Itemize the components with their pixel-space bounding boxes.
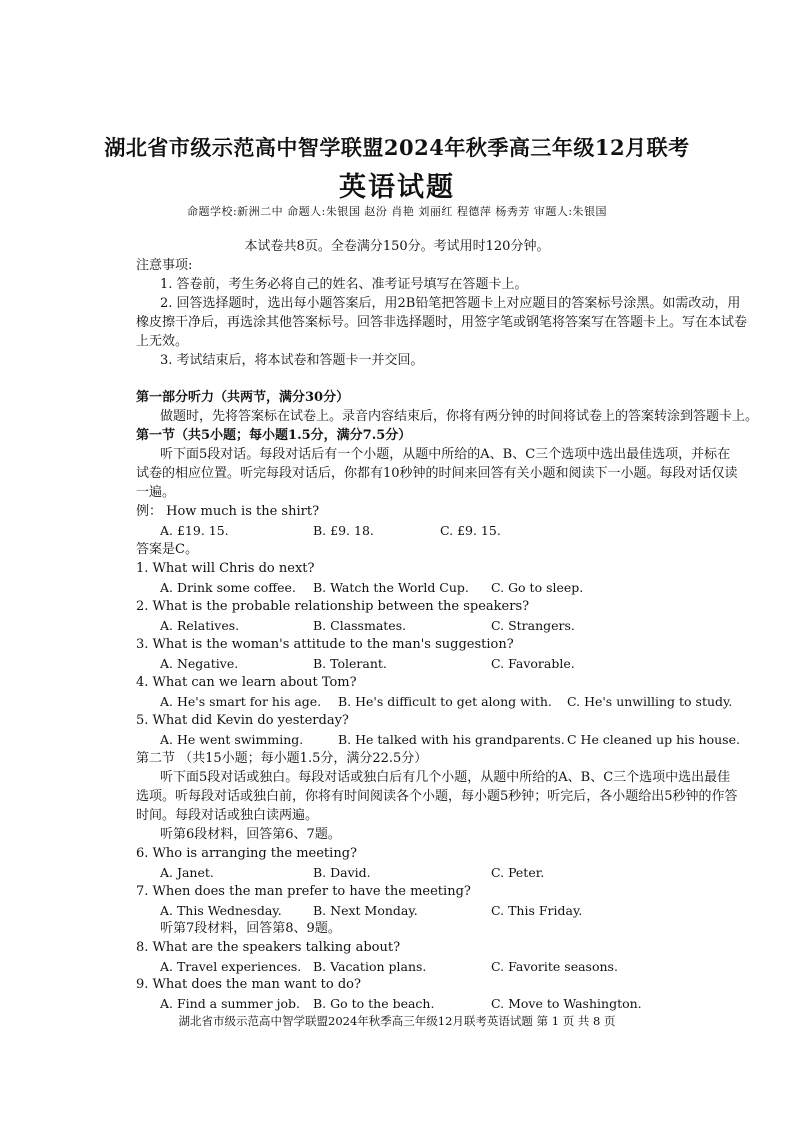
question-text: 9. What does the man want to do? xyxy=(136,977,361,992)
question-text: 7. When does the man prefer to have the meeting? xyxy=(136,884,471,899)
listening-prompt: 听第6段材料，回答第6、7题。 xyxy=(160,827,341,842)
listening-prompt: 听第7段材料，回答第8、9题。 xyxy=(160,921,341,936)
question-text: 3. What is the woman's attitude to the man's suggestion? xyxy=(136,637,514,652)
option-a: A. Drink some coffee. xyxy=(160,580,296,595)
option-a: A. He went swimming. xyxy=(160,732,304,747)
option-c: C. He's unwilling to study. xyxy=(567,694,733,709)
option-c: C. Favorite seasons. xyxy=(491,959,618,974)
section1-heading: 第一节（共5小题；每小题1.5分，满分7.5分） xyxy=(136,428,412,443)
option-b: B. He talked with his grandparents. xyxy=(338,732,565,747)
option-b: B. David. xyxy=(313,865,371,880)
question-text: 4. What can we learn about Tom? xyxy=(136,675,357,690)
option-b: B. Watch the World Cup. xyxy=(313,580,469,595)
part1-intro: 做题时，先将答案标在试卷上。录音内容结束后，你将有两分钟的时间将试卷上的答案转涂到答题卡上。 xyxy=(160,409,759,424)
option-a: A. This Wednesday. xyxy=(160,903,282,918)
notice-line: 橡皮擦干净后，再选涂其他答案标号。回答非选择题时，用签字笔或钢笔将答案写在答题卡上。写在本试卷 xyxy=(136,315,748,330)
option-a: A. He's smart for his age. xyxy=(160,694,322,709)
section2-instruction: 听下面5段对话或独白。每段对话或独白后有几个小题，从题中所给的A、B、C三个选项中选出最佳 xyxy=(160,770,731,785)
section2-instruction: 选项。听每段对话或独白前，你将有时间阅读各个小题，每小题5秒钟；听完后，各小题给出5秒钟的作答 xyxy=(136,789,738,804)
example-option-b: B. £9. 18. xyxy=(313,523,374,538)
notice-line: 上无效。 xyxy=(136,334,189,349)
section1-instruction: 听下面5段对话。每段对话后有一个小题，从题中所给的A、B、C三个选项中选出最佳选项，并标在 xyxy=(160,447,731,462)
question-text: 6. Who is arranging the meeting? xyxy=(136,846,357,861)
section2-instruction: 时间。每段对话或独白读两遍。 xyxy=(136,808,319,823)
section2-heading: 第二节 （共15小题；每小题1.5分，满分22.5分） xyxy=(136,751,428,766)
question-text: 8. What are the speakers talking about? xyxy=(136,940,401,955)
example-option-c: C. £9. 15. xyxy=(440,523,501,538)
option-c: C. Go to sleep. xyxy=(491,580,584,595)
option-a: A. Travel experiences. xyxy=(160,959,302,974)
exam-summary: 本试卷共8页。全卷满分150分。考试用时120分钟。 xyxy=(244,239,550,254)
option-a: A. Janet. xyxy=(160,865,214,880)
option-c: C. Strangers. xyxy=(491,618,575,633)
option-c: C. This Friday. xyxy=(491,903,583,918)
question-text: 1. What will Chris do next? xyxy=(136,561,315,576)
option-c: C. Move to Washington. xyxy=(491,996,642,1011)
page-footer: 湖北省市级示范高中智学联盟2024年秋季高三年级12月联考英语试题 第 1 页 共 8 页 xyxy=(178,1014,616,1028)
option-b: B. Tolerant. xyxy=(313,656,387,671)
example-answer: 答案是C。 xyxy=(136,542,198,557)
option-a: A. Negative. xyxy=(160,656,239,671)
section1-instruction: 试卷的相应位置。听完每段对话后，你都有10秒钟的时间来回答有关小题和阅读下一小题。每段对话仅读 xyxy=(136,466,738,481)
notice-line: 3. 考试结束后，将本试卷和答题卡一并交回。 xyxy=(160,353,424,368)
option-c: C. Peter. xyxy=(491,865,545,880)
option-b: B. Classmates. xyxy=(313,618,407,633)
option-a: A. Relatives. xyxy=(160,618,240,633)
exam-subject: 英语试题 xyxy=(339,172,455,203)
part1-heading: 第一部分听力（共两节，满分30分） xyxy=(136,390,350,405)
notice-line: 1. 答卷前，考生务必将自己的姓名、准考证号填写在答题卡上。 xyxy=(160,277,528,292)
example-option-a: A. £19. 15. xyxy=(160,523,229,538)
example-question: 例： How much is the shirt? xyxy=(136,504,320,519)
exam-credits: 命题学校:新洲二中 命题人:朱银国 赵汾 肖艳 刘丽红 程德萍 杨秀芳 审题人:朱银国 xyxy=(186,205,608,218)
exam-title: 湖北省市级示范高中智学联盟2024年秋季高三年级12月联考 xyxy=(104,135,690,160)
question-text: 5. What did Kevin do yesterday? xyxy=(136,713,349,728)
option-c: C. Favorable. xyxy=(491,656,575,671)
section1-instruction: 一遍。 xyxy=(136,485,176,500)
option-b: B. Go to the beach. xyxy=(313,996,435,1011)
question-text: 2. What is the probable relationship between the speakers? xyxy=(136,599,530,614)
notice-line: 2. 回答选择题时，选出每小题答案后，用2B铅笔把答题卡上对应题目的答案标号涂黑。如需改动，用 xyxy=(160,296,741,311)
option-b: B. Vacation plans. xyxy=(313,959,427,974)
option-a: A. Find a summer job. xyxy=(160,996,300,1011)
notice-heading: 注意事项: xyxy=(136,258,193,273)
option-b: B. Next Monday. xyxy=(313,903,418,918)
option-c: C He cleaned up his house. xyxy=(567,732,740,747)
option-b: B. He's difficult to get along with. xyxy=(338,694,552,709)
